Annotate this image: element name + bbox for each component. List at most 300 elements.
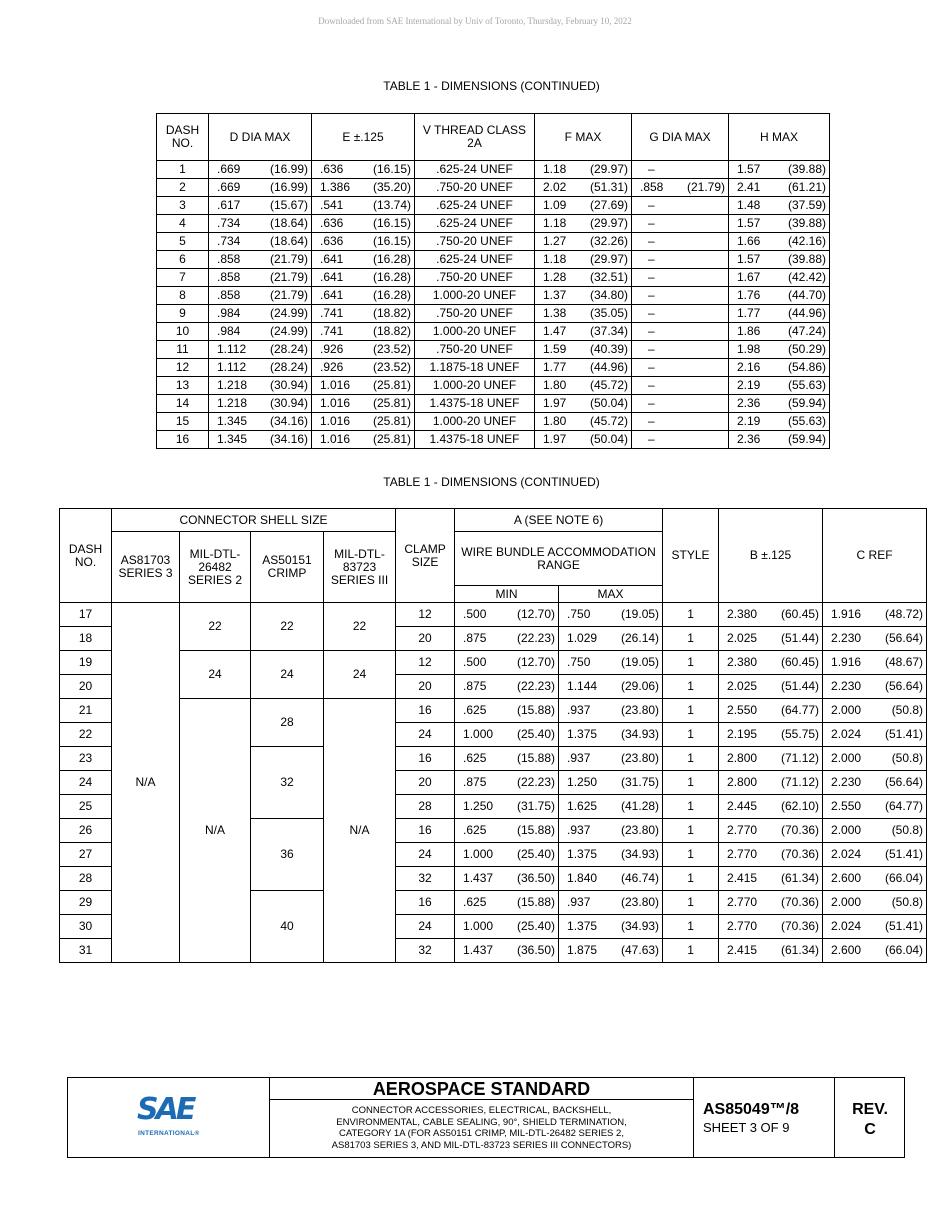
h-max-in: 1.57 — [737, 162, 761, 176]
wire-min-mm: (12.70) — [517, 607, 556, 621]
dash-number: 9 — [157, 305, 209, 323]
e-dim-cell — [312, 287, 415, 305]
e-dim-in: .926 — [320, 342, 344, 356]
f-max-cell — [535, 377, 632, 395]
b-dim-cell — [719, 795, 823, 819]
h-max-in: 2.19 — [737, 378, 761, 392]
e-dim-in: .541 — [320, 198, 344, 212]
col-header-connector-shell-size: CONNECTOR SHELL SIZE — [112, 509, 396, 532]
h-max-cell — [729, 161, 830, 179]
g-dia-cell: – — [632, 395, 729, 413]
c-ref-mm: (48.67) — [885, 655, 924, 669]
c-ref-mm: (50.8) — [891, 703, 924, 717]
h-max-mm: (39.88) — [787, 216, 826, 230]
d-dia-in: .669 — [217, 180, 241, 194]
f-max-cell — [535, 269, 632, 287]
g-dia-cell: – — [632, 287, 729, 305]
wire-max-cell — [559, 867, 663, 891]
g-dia-cell: – — [632, 305, 729, 323]
style: 1 — [663, 675, 719, 699]
wire-max-cell — [559, 723, 663, 747]
wire-max-mm: (19.05) — [621, 607, 660, 621]
clamp-size: 12 — [396, 603, 455, 627]
c-ref-mm: (56.64) — [885, 775, 924, 789]
v-thread: 1.000-20 UNEF — [415, 377, 535, 395]
c-ref-cell — [823, 891, 927, 915]
c-ref-cell — [823, 843, 927, 867]
shell-size-mil83723: 22 — [324, 603, 396, 651]
c-ref-cell — [823, 867, 927, 891]
wire-max-in: 1.625 — [567, 799, 598, 813]
d-dia-cell — [209, 431, 312, 449]
shell-size-mil83723: N/A — [324, 699, 396, 963]
f-max-mm: (45.72) — [589, 414, 628, 428]
b-dim-cell — [719, 747, 823, 771]
d-dia-mm: (21.79) — [269, 270, 308, 284]
wire-min-mm: (12.70) — [517, 655, 556, 669]
sae-logo — [68, 1078, 270, 1157]
col-header-e: E ±.125 — [312, 114, 415, 161]
dash-number: 12 — [157, 359, 209, 377]
h-max-in: 1.76 — [737, 288, 761, 302]
d-dia-mm: (28.24) — [269, 342, 308, 356]
wire-min-cell — [455, 651, 559, 675]
wire-min-mm: (15.88) — [517, 703, 556, 717]
b-dim-mm: (61.34) — [781, 943, 820, 957]
wire-max-in: 1.875 — [567, 943, 598, 957]
f-max-mm: (29.97) — [589, 216, 628, 230]
h-max-cell — [729, 377, 830, 395]
c-ref-mm: (51.41) — [885, 847, 924, 861]
col-header-max: MAX — [559, 586, 663, 603]
download-watermark: Downloaded from SAE International by Univ of Toronto, Thursday, February 10, 2022 — [318, 16, 632, 26]
f-max-mm: (27.69) — [589, 198, 628, 212]
f-max-cell — [535, 395, 632, 413]
b-dim-in: 2.445 — [727, 799, 758, 813]
table-row — [157, 395, 830, 413]
c-ref-mm: (51.41) — [885, 919, 924, 933]
h-max-in: 1.48 — [737, 198, 761, 212]
c-ref-in: 1.916 — [831, 607, 862, 621]
b-dim-mm: (71.12) — [781, 751, 820, 765]
d-dia-in: .984 — [217, 324, 241, 338]
f-max-in: 1.59 — [543, 342, 567, 356]
b-dim-cell — [719, 891, 823, 915]
dash-number: 6 — [157, 251, 209, 269]
wire-max-mm: (29.06) — [621, 679, 660, 693]
shell-size-as50151: 24 — [251, 651, 324, 699]
b-dim-mm: (70.36) — [781, 895, 820, 909]
f-max-cell — [535, 305, 632, 323]
f-max-mm: (37.34) — [589, 324, 628, 338]
wire-max-mm: (23.80) — [621, 823, 660, 837]
shell-size-mil26482: 24 — [180, 651, 251, 699]
dash-number: 19 — [60, 651, 112, 675]
dash-number: 11 — [157, 341, 209, 359]
description-line: CATEGORY 1A (FOR AS50151 CRIMP, MIL-DTL-26482 SERIES 2, — [339, 1128, 624, 1139]
d-dia-mm: (28.24) — [269, 360, 308, 374]
b-dim-mm: (61.34) — [781, 871, 820, 885]
f-max-in: 1.97 — [543, 396, 567, 410]
dash-number: 28 — [60, 867, 112, 891]
c-ref-mm: (50.8) — [891, 823, 924, 837]
f-max-in: 1.37 — [543, 288, 567, 302]
wire-max-mm: (34.93) — [621, 727, 660, 741]
dash-number: 23 — [60, 747, 112, 771]
c-ref-in: 2.230 — [831, 679, 862, 693]
col-header-mil26482: MIL-DTL-26482 SERIES 2 — [180, 532, 251, 603]
dash-number: 27 — [60, 843, 112, 867]
h-max-mm: (50.29) — [787, 342, 826, 356]
h-max-cell — [729, 395, 830, 413]
wire-min-cell — [455, 723, 559, 747]
c-ref-cell — [823, 699, 927, 723]
dash-number: 8 — [157, 287, 209, 305]
g-dia-cell: – — [632, 341, 729, 359]
h-max-mm: (47.24) — [787, 324, 826, 338]
h-max-mm: (44.70) — [787, 288, 826, 302]
h-max-cell — [729, 341, 830, 359]
clamp-size: 20 — [396, 771, 455, 795]
e-dim-mm: (25.81) — [372, 396, 411, 410]
wire-min-cell — [455, 771, 559, 795]
h-max-mm: (59.94) — [787, 396, 826, 410]
wire-min-mm: (15.88) — [517, 823, 556, 837]
f-max-cell — [535, 197, 632, 215]
h-max-in: 2.36 — [737, 396, 761, 410]
style: 1 — [663, 627, 719, 651]
e-dim-mm: (25.81) — [372, 378, 411, 392]
wire-min-cell — [455, 627, 559, 651]
shell-size-mil26482: 22 — [180, 603, 251, 651]
d-dia-in: 1.218 — [217, 378, 248, 392]
d-dia-cell — [209, 323, 312, 341]
b-dim-in: 2.025 — [727, 631, 758, 645]
dash-number: 1 — [157, 161, 209, 179]
e-dim-in: .741 — [320, 324, 344, 338]
style: 1 — [663, 699, 719, 723]
wire-max-mm: (31.75) — [621, 775, 660, 789]
dash-number: 24 — [60, 771, 112, 795]
wire-max-in: .937 — [567, 823, 591, 837]
e-dim-cell — [312, 233, 415, 251]
sheet-number: SHEET 3 OF 9 — [703, 1120, 790, 1135]
wire-min-cell — [455, 603, 559, 627]
description-line: ENVIRONMENTAL, CABLE SEALING, 90°, SHIELD TERMINATION, — [336, 1116, 627, 1128]
b-dim-cell — [719, 867, 823, 891]
h-max-in: 2.41 — [737, 180, 761, 194]
d-dia-cell — [209, 233, 312, 251]
dash-number: 30 — [60, 915, 112, 939]
d-dia-cell — [209, 395, 312, 413]
wire-min-in: .625 — [463, 703, 487, 717]
g-dia-cell: – — [632, 269, 729, 287]
wire-min-in: .875 — [463, 679, 487, 693]
f-max-mm: (45.72) — [589, 378, 628, 392]
wire-max-mm: (23.80) — [621, 703, 660, 717]
dash-number: 18 — [60, 627, 112, 651]
dash-number: 2 — [157, 179, 209, 197]
e-dim-mm: (18.82) — [372, 306, 411, 320]
d-dia-cell — [209, 305, 312, 323]
wire-min-in: .625 — [463, 751, 487, 765]
c-ref-mm: (66.04) — [885, 943, 924, 957]
wire-min-mm: (25.40) — [517, 727, 556, 741]
e-dim-mm: (35.20) — [372, 180, 411, 194]
d-dia-cell — [209, 197, 312, 215]
wire-min-in: 1.437 — [463, 871, 494, 885]
h-max-mm: (59.94) — [787, 432, 826, 446]
table-row — [60, 603, 927, 627]
col-header-dash: DASH NO. — [60, 509, 112, 603]
f-max-cell — [535, 215, 632, 233]
dash-number: 5 — [157, 233, 209, 251]
d-dia-mm: (18.64) — [269, 234, 308, 248]
h-max-cell — [729, 323, 830, 341]
v-thread: .625-24 UNEF — [415, 161, 535, 179]
d-dia-in: 1.345 — [217, 414, 248, 428]
v-thread: .750-20 UNEF — [415, 269, 535, 287]
style: 1 — [663, 747, 719, 771]
f-max-in: 1.27 — [543, 234, 567, 248]
e-dim-in: 1.016 — [320, 414, 351, 428]
wire-min-cell — [455, 867, 559, 891]
dash-number: 16 — [157, 431, 209, 449]
f-max-in: 1.80 — [543, 378, 567, 392]
col-header-as50151: AS50151 CRIMP — [251, 532, 324, 603]
v-thread: .750-20 UNEF — [415, 233, 535, 251]
h-max-cell — [729, 215, 830, 233]
c-ref-cell — [823, 771, 927, 795]
c-ref-in: 2.230 — [831, 631, 862, 645]
f-max-mm: (35.05) — [589, 306, 628, 320]
e-dim-mm: (25.81) — [372, 432, 411, 446]
h-max-mm: (39.88) — [787, 162, 826, 176]
wire-max-in: .750 — [567, 607, 591, 621]
c-ref-cell — [823, 723, 927, 747]
h-max-cell — [729, 359, 830, 377]
d-dia-mm: (21.79) — [269, 288, 308, 302]
v-thread: 1.4375-18 UNEF — [415, 431, 535, 449]
c-ref-mm: (64.77) — [885, 799, 924, 813]
wire-max-in: 1.144 — [567, 679, 598, 693]
d-dia-cell — [209, 341, 312, 359]
style: 1 — [663, 651, 719, 675]
e-dim-in: 1.016 — [320, 378, 351, 392]
b-dim-in: 2.800 — [727, 775, 758, 789]
f-max-mm: (29.97) — [589, 252, 628, 266]
h-max-cell — [729, 287, 830, 305]
h-max-in: 1.57 — [737, 252, 761, 266]
v-thread: 1.000-20 UNEF — [415, 323, 535, 341]
wire-min-mm: (25.40) — [517, 919, 556, 933]
c-ref-cell — [823, 819, 927, 843]
dash-number: 10 — [157, 323, 209, 341]
d-dia-mm: (30.94) — [269, 378, 308, 392]
h-max-cell — [729, 251, 830, 269]
f-max-in: 1.18 — [543, 216, 567, 230]
col-header-h-max: H MAX — [729, 114, 830, 161]
v-thread: .750-20 UNEF — [415, 305, 535, 323]
c-ref-in: 2.000 — [831, 703, 862, 717]
g-dia-in: .858 — [640, 180, 664, 194]
e-dim-cell — [312, 377, 415, 395]
table-row — [157, 377, 830, 395]
b-dim-in: 2.770 — [727, 847, 758, 861]
d-dia-in: 1.112 — [217, 360, 247, 374]
wire-min-in: .875 — [463, 631, 487, 645]
b-dim-in: 2.025 — [727, 679, 758, 693]
d-dia-in: 1.218 — [217, 396, 248, 410]
sae-logo-subtext: INTERNATIONAL® — [138, 1130, 200, 1137]
h-max-mm: (42.16) — [787, 234, 826, 248]
b-dim-in: 2.770 — [727, 823, 758, 837]
b-dim-cell — [719, 915, 823, 939]
b-dim-in: 2.380 — [727, 655, 758, 669]
h-max-mm: (39.88) — [787, 252, 826, 266]
b-dim-cell — [719, 675, 823, 699]
v-thread: .750-20 UNEF — [415, 179, 535, 197]
f-max-mm: (50.04) — [589, 396, 628, 410]
table-row — [157, 341, 830, 359]
h-max-mm: (55.63) — [787, 414, 826, 428]
col-header-c: C REF — [823, 509, 927, 603]
style: 1 — [663, 795, 719, 819]
c-ref-cell — [823, 675, 927, 699]
sae-logo-text: SAE — [137, 1092, 194, 1127]
d-dia-mm: (16.99) — [269, 180, 308, 194]
wire-min-cell — [455, 843, 559, 867]
b-dim-in: 2.195 — [727, 727, 758, 741]
col-header-clamp-size: CLAMP SIZE — [396, 509, 455, 603]
style: 1 — [663, 939, 719, 963]
wire-min-in: 1.437 — [463, 943, 494, 957]
e-dim-cell — [312, 197, 415, 215]
wire-min-in: 1.250 — [463, 799, 494, 813]
g-dia-cell: – — [632, 323, 729, 341]
col-header-g-dia: G DIA MAX — [632, 114, 729, 161]
f-max-cell — [535, 233, 632, 251]
g-dia-cell: – — [632, 251, 729, 269]
wire-max-in: 1.375 — [567, 727, 598, 741]
wire-max-mm: (23.80) — [621, 895, 660, 909]
h-max-in: 1.77 — [737, 306, 761, 320]
document-description — [270, 1105, 693, 1151]
clamp-size: 32 — [396, 867, 455, 891]
dash-number: 13 — [157, 377, 209, 395]
wire-max-cell — [559, 627, 663, 651]
clamp-size: 16 — [396, 699, 455, 723]
d-dia-mm: (24.99) — [269, 324, 308, 338]
d-dia-in: .617 — [217, 198, 241, 212]
b-dim-cell — [719, 603, 823, 627]
e-dim-mm: (23.52) — [372, 342, 411, 356]
d-dia-cell — [209, 269, 312, 287]
f-max-mm: (34.80) — [589, 288, 628, 302]
e-dim-cell — [312, 215, 415, 233]
e-dim-mm: (13.74) — [372, 198, 411, 212]
table-row — [157, 179, 830, 197]
h-max-in: 2.16 — [737, 360, 761, 374]
e-dim-in: .641 — [320, 252, 344, 266]
wire-max-in: .937 — [567, 703, 591, 717]
e-dim-in: .926 — [320, 360, 344, 374]
table-row — [157, 431, 830, 449]
d-dia-in: 1.112 — [217, 342, 247, 356]
h-max-mm: (37.59) — [787, 198, 826, 212]
wire-min-in: .500 — [463, 607, 487, 621]
h-max-mm: (61.21) — [787, 180, 826, 194]
b-dim-mm: (64.77) — [781, 703, 820, 717]
c-ref-cell — [823, 939, 927, 963]
e-dim-in: 1.016 — [320, 432, 351, 446]
h-max-in: 1.67 — [737, 270, 761, 284]
wire-max-cell — [559, 675, 663, 699]
e-dim-in: .641 — [320, 270, 344, 284]
wire-min-mm: (22.23) — [517, 679, 556, 693]
h-max-mm: (55.63) — [787, 378, 826, 392]
h-max-cell — [729, 305, 830, 323]
b-dim-mm: (60.45) — [781, 655, 820, 669]
e-dim-mm: (16.15) — [372, 234, 411, 248]
h-max-cell — [729, 413, 830, 431]
wire-min-in: .625 — [463, 895, 487, 909]
c-ref-in: 2.000 — [831, 823, 862, 837]
d-dia-cell — [209, 161, 312, 179]
b-dim-in: 2.800 — [727, 751, 758, 765]
wire-max-cell — [559, 843, 663, 867]
dash-number: 29 — [60, 891, 112, 915]
wire-max-cell — [559, 603, 663, 627]
b-dim-in: 2.770 — [727, 919, 758, 933]
dash-number: 3 — [157, 197, 209, 215]
wire-min-mm: (31.75) — [517, 799, 556, 813]
dimensions-table-2 — [59, 508, 927, 963]
col-header-mil83723: MIL-DTL-83723 SERIES III — [324, 532, 396, 603]
e-dim-mm: (18.82) — [372, 324, 411, 338]
d-dia-in: .734 — [217, 234, 241, 248]
wire-min-cell — [455, 747, 559, 771]
shell-size-as50151: 36 — [251, 819, 324, 891]
col-header-min: MIN — [455, 586, 559, 603]
document-number-cell — [694, 1078, 835, 1157]
d-dia-cell — [209, 287, 312, 305]
e-dim-cell — [312, 161, 415, 179]
d-dia-cell — [209, 179, 312, 197]
v-thread: 1.4375-18 UNEF — [415, 395, 535, 413]
dash-number: 17 — [60, 603, 112, 627]
c-ref-cell — [823, 747, 927, 771]
title-block-description — [270, 1078, 694, 1157]
c-ref-in: 2.600 — [831, 871, 862, 885]
wire-max-cell — [559, 819, 663, 843]
f-max-mm: (50.04) — [589, 432, 628, 446]
e-dim-in: 1.016 — [320, 396, 351, 410]
wire-min-in: .625 — [463, 823, 487, 837]
c-ref-in: 2.024 — [831, 919, 862, 933]
wire-min-mm: (36.50) — [517, 943, 556, 957]
c-ref-in: 2.550 — [831, 799, 862, 813]
h-max-cell — [729, 269, 830, 287]
f-max-in: 1.09 — [543, 198, 567, 212]
v-thread: .625-24 UNEF — [415, 215, 535, 233]
e-dim-mm: (16.15) — [372, 216, 411, 230]
c-ref-in: 1.916 — [831, 655, 862, 669]
wire-min-cell — [455, 939, 559, 963]
f-max-in: 1.47 — [543, 324, 567, 338]
e-dim-mm: (16.28) — [372, 252, 411, 266]
h-max-cell — [729, 197, 830, 215]
